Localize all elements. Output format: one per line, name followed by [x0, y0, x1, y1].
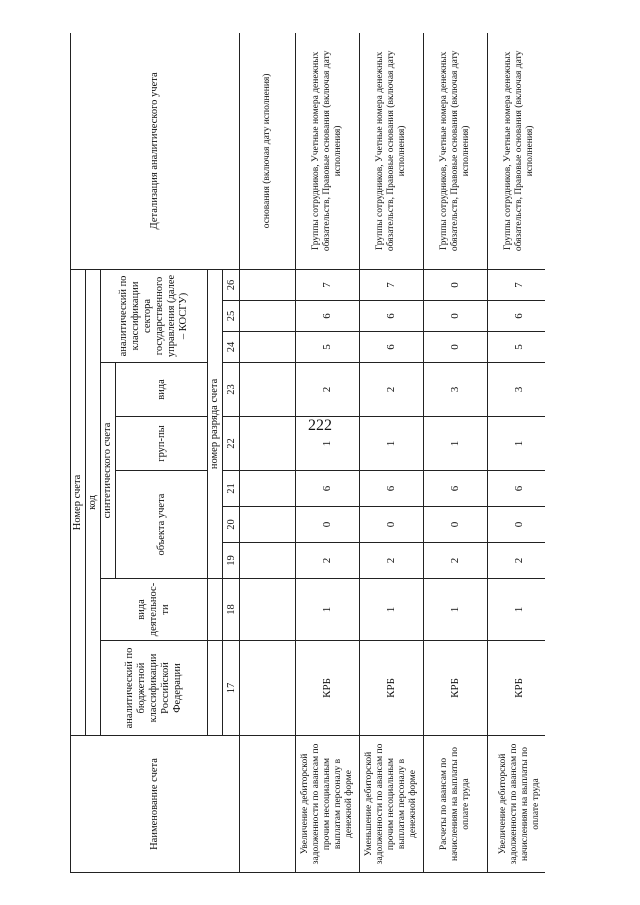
activity-cell: 1	[296, 579, 360, 641]
digit-26-cell: 0	[424, 269, 488, 300]
digit-25-cell: 6	[360, 301, 424, 332]
digit-22-cell: 1	[360, 417, 424, 471]
budget-classification-header: аналитический по бюджетной классификации Российской Федерации	[101, 641, 208, 736]
detail-cell: Группы сотрудников, Учетные номера денежных обязательств, Правовые основания (включая дату исполнения)	[296, 33, 360, 269]
col-number-17: 17	[223, 641, 240, 736]
blank-cell	[240, 579, 296, 641]
continuation-row	[240, 33, 296, 873]
rotated-table-content	[70, 33, 545, 873]
digit-19-cell: 2	[488, 543, 546, 579]
continuation-detail: основания (включая дату исполнения)	[240, 33, 296, 269]
col-number-25: 25	[223, 301, 240, 332]
blank-cell	[240, 301, 296, 332]
account-name-cell: Расчеты по авансам по начислениям на выплаты по оплате труда	[424, 736, 488, 873]
table-row	[424, 33, 488, 873]
col-number-20: 20	[223, 507, 240, 543]
account-name-header: Наименование счета	[71, 736, 240, 873]
col-number-24: 24	[223, 332, 240, 363]
blank-cell	[240, 417, 296, 471]
blank-cell	[240, 471, 296, 507]
blank-cell	[208, 641, 223, 736]
activity-type-header: вида деятельнос-ти	[101, 579, 208, 641]
digit-20-cell: 0	[360, 507, 424, 543]
digit-number-header: номер разряда счета	[208, 269, 223, 578]
col-number-19: 19	[223, 543, 240, 579]
accounts-table	[70, 33, 545, 873]
account-name-cell: Увеличение дебиторской задолженности по авансам по прочим несоциальным выплатам персоналу в денежной форме	[296, 736, 360, 873]
budget-cell: КРБ	[424, 641, 488, 736]
digit-20-cell: 0	[296, 507, 360, 543]
digit-22-cell: 1	[424, 417, 488, 471]
digit-19-cell: 2	[424, 543, 488, 579]
digit-21-cell: 6	[488, 471, 546, 507]
digit-24-cell: 6	[360, 332, 424, 363]
digit-26-cell: 7	[360, 269, 424, 300]
detail-cell: Группы сотрудников, Учетные номера денежных обязательств, Правовые основания (включая дату исполнения)	[488, 33, 546, 269]
table-row	[488, 33, 546, 873]
activity-cell: 1	[488, 579, 546, 641]
digit-25-cell: 6	[296, 301, 360, 332]
digit-19-cell: 2	[296, 543, 360, 579]
blank-cell	[208, 579, 223, 641]
digit-26-cell: 7	[488, 269, 546, 300]
code-header: код	[86, 269, 101, 735]
account-number-header: Номер счета	[71, 269, 86, 735]
account-object-header: объекта учета	[116, 471, 208, 579]
digit-25-cell: 0	[424, 301, 488, 332]
page-number: 222	[308, 417, 332, 434]
account-name-cell: Увеличение дебиторской задолженности по авансам по начислениям на выплаты по оплате труда	[488, 736, 546, 873]
budget-cell: КРБ	[360, 641, 424, 736]
rotated-table-frame	[70, 33, 545, 873]
synthetic-header: синтетического счета	[101, 363, 116, 579]
activity-cell: 1	[360, 579, 424, 641]
table-row	[296, 33, 360, 873]
col-number-23: 23	[223, 363, 240, 417]
blank-cell	[240, 736, 296, 873]
digit-22-cell: 1	[488, 417, 546, 471]
detail-header: Детализация аналитического учета	[71, 33, 240, 269]
header-row-1	[71, 33, 86, 873]
blank-cell	[240, 507, 296, 543]
digit-20-cell: 0	[488, 507, 546, 543]
group-header: груп-пы	[116, 417, 208, 471]
blank-cell	[240, 641, 296, 736]
detail-cell: Группы сотрудников, Учетные номера денежных обязательств, Правовые основания (включая дату исполнения)	[360, 33, 424, 269]
blank-cell	[240, 332, 296, 363]
col-number-26: 26	[223, 269, 240, 300]
digit-21-cell: 6	[424, 471, 488, 507]
digit-19-cell: 2	[360, 543, 424, 579]
digit-21-cell: 6	[296, 471, 360, 507]
budget-cell: КРБ	[488, 641, 546, 736]
col-number-18: 18	[223, 579, 240, 641]
budget-cell: КРБ	[296, 641, 360, 736]
digit-24-cell: 5	[488, 332, 546, 363]
digit-25-cell: 6	[488, 301, 546, 332]
blank-cell	[240, 269, 296, 300]
digit-22-cell: 1	[296, 417, 360, 471]
digit-23-cell: 3	[424, 363, 488, 417]
detail-cell: Группы сотрудников, Учетные номера денежных обязательств, Правовые основания (включая дату исполнения)	[424, 33, 488, 269]
digit-21-cell: 6	[360, 471, 424, 507]
digit-23-cell: 2	[360, 363, 424, 417]
table-row	[360, 33, 424, 873]
digit-23-cell: 3	[488, 363, 546, 417]
col-number-21: 21	[223, 471, 240, 507]
account-name-cell: Уменьшение дебиторской задолженности по авансам по прочим несоциальным выплатам персоналу в денежной форме	[360, 736, 424, 873]
blank-cell	[240, 363, 296, 417]
kosgu-header: аналитический по классификации сектора государственного управления (далее – КОСГУ)	[101, 269, 208, 362]
digit-26-cell: 7	[296, 269, 360, 300]
digit-20-cell: 0	[424, 507, 488, 543]
kind-header: вида	[116, 363, 208, 417]
digit-24-cell: 0	[424, 332, 488, 363]
col-number-22: 22	[223, 417, 240, 471]
digit-24-cell: 5	[296, 332, 360, 363]
digit-23-cell: 2	[296, 363, 360, 417]
activity-cell: 1	[424, 579, 488, 641]
blank-cell	[240, 543, 296, 579]
